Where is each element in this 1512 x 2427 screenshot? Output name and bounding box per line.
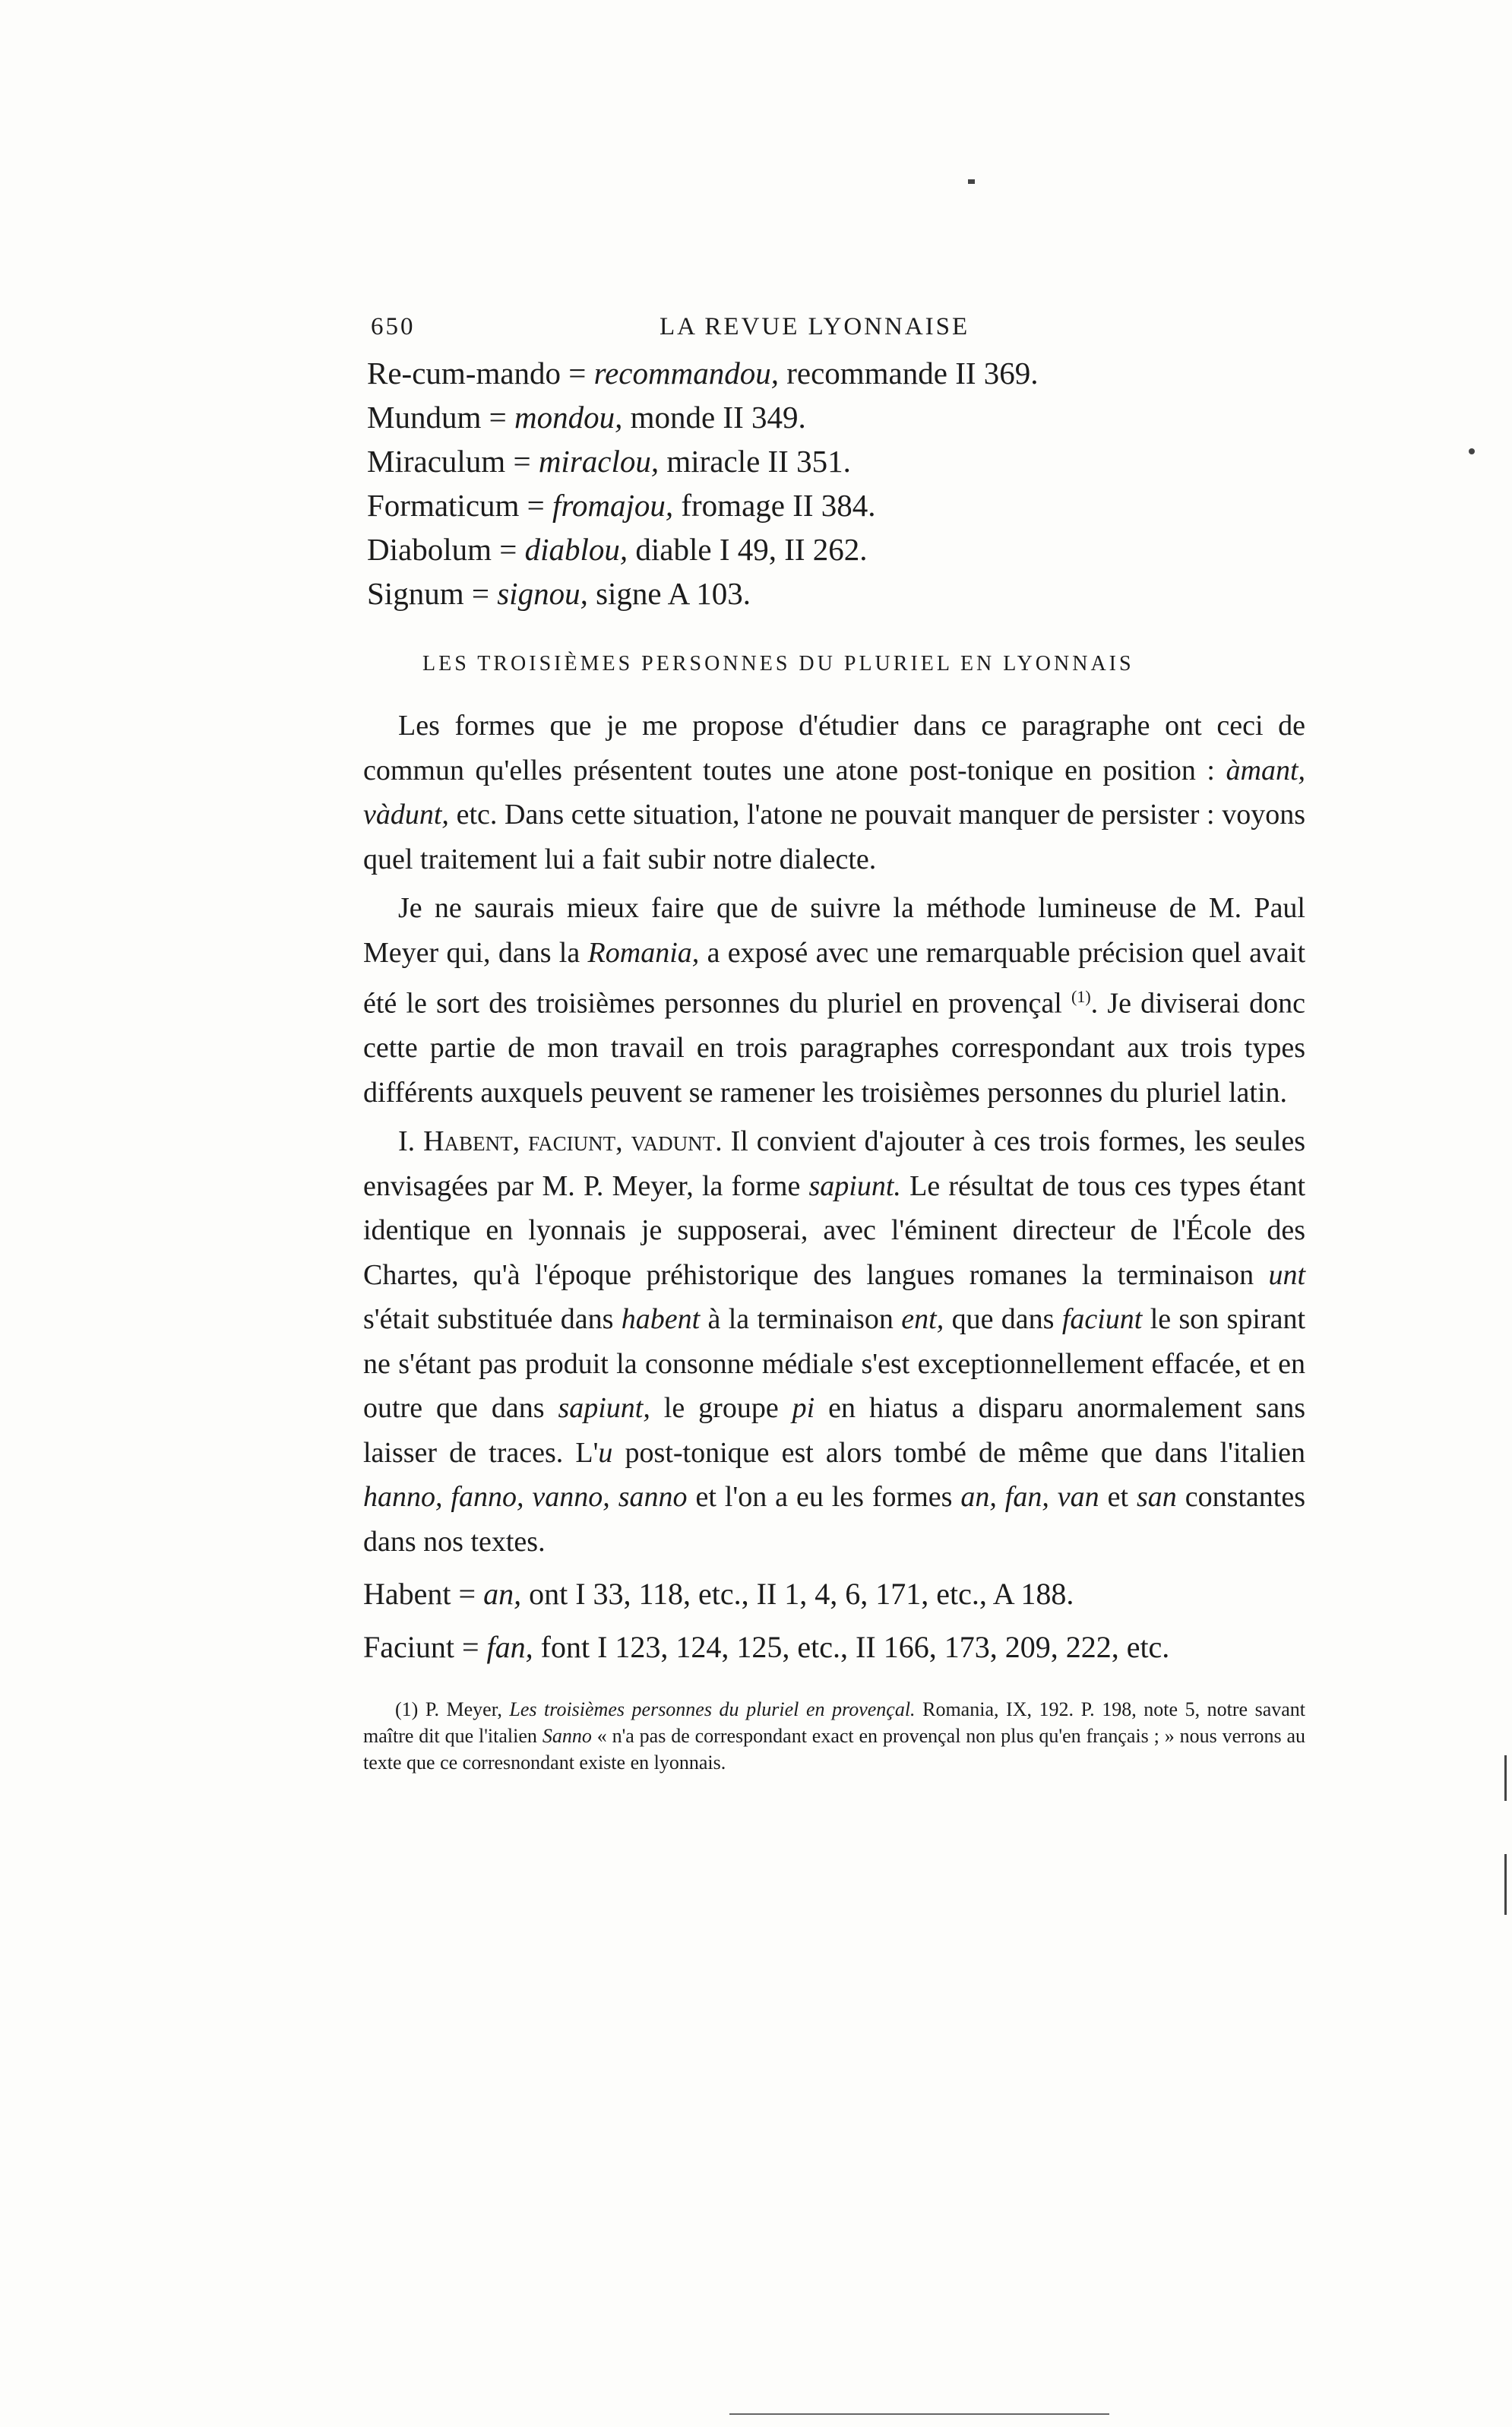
example-line xyxy=(367,571,1305,615)
section-heading: LES TROISIÈMES PERSONNES DU PLURIEL EN LYONNAIS xyxy=(422,652,1134,676)
gloss: recommande II 369. xyxy=(786,356,1039,391)
paragraph-2: Je ne saurais mieux faire que de suivre la méthode lumineuse de M. Paul Meyer qui, dans la Romania, a exposé avec une remarquable précision quel avait été le sort des troisièmes personnes du pluriel en provençal $^{(1)}$. Je diviserai donc cette partie de mon travail en trois paragraphes correspondant aux trois types différents auxquels peuvent se ramener les troisièmes personnes du pluriel latin. xyxy=(363,892,1306,1109)
lyonnais-form: recommandou, xyxy=(593,356,779,391)
scan-edge-line xyxy=(1504,1755,1507,1801)
footnote-ref[interactable]: (1) xyxy=(1071,987,1091,1006)
scan-speck xyxy=(968,179,975,184)
gloss: miracle II 351. xyxy=(666,444,851,479)
lyonnais-form: diablou, xyxy=(524,532,628,567)
footnote: (1) P. Meyer, Les troisièmes personnes du pluriel en provençal. Romania, IX, 192. P. 198, note 5, notre savant maître dit que l'italien Sanno « n'a pas de correspondant exact en provençal non plus qu'en français ; » nous verrons au texte que ce corresnondant existe en lyonnais. xyxy=(363,1698,1306,1774)
gloss: signe A 103. xyxy=(596,576,751,611)
gloss: diable I 49, II 262. xyxy=(635,532,868,567)
paragraph-3: I. Habent, faciunt, vadunt. Il convient d'ajouter à ces trois formes, les seules envisagées par M. P. Meyer, la forme sapiunt. Le résultat de tous ces types étant identique en lyonnais je supposerai, avec l'éminent directeur de l'École des Chartes, qu'à l'époque préhistorique des langues romanes la terminaison unt s'était substituée dans habent à la terminaison ent, que dans faciunt le son spirant ne s'étant pas produit la consonne médiale s'est exceptionnellement effacée, et en outre que dans sapiunt, le groupe pi en hiatus a disparu anormalement sans laisser de traces. L'u post-tonique est alors tombé de même que dans l'italien hanno, fanno, vanno, sanno et l'on a eu les formes an, fan, van et san constantes dans nos textes. xyxy=(363,1125,1306,1558)
lyonnais-form: miraclou, xyxy=(538,444,660,479)
lyonnais-form: fromajou, xyxy=(552,488,674,523)
example-line xyxy=(367,351,1305,395)
form-line: Habent = an, ont I 33, 118, etc., II 1, 4, 6, 171, etc., A 188. xyxy=(363,1577,1074,1612)
latin-word: Formaticum xyxy=(367,488,520,523)
lyonnais-form: mondou, xyxy=(514,400,623,435)
equals-sign: = xyxy=(527,488,545,523)
paragraph-1: Les formes que je me propose d'étudier dans ce paragraphe ont ceci de commun qu'elles présentent toutes une atone post-tonique en position : àmant, vàdunt, etc. Dans cette situation, l'atone ne pouvait manquer de persister : voyons quel traitement lui a fait subir notre dialecte. xyxy=(363,710,1305,875)
gloss: fromage II 384. xyxy=(681,488,876,523)
form-line: Faciunt = fan, font I 123, 124, 125, etc., II 166, 173, 209, 222, etc. xyxy=(363,1630,1170,1665)
equals-sign: = xyxy=(471,576,489,611)
example-line xyxy=(367,439,1305,483)
latin-word: Mundum xyxy=(367,400,482,435)
example-line xyxy=(367,527,1305,571)
gloss: monde II 349. xyxy=(630,400,806,435)
latin-word: Re-cum-mando xyxy=(367,356,561,391)
page-column xyxy=(363,313,1305,1796)
running-title: LA REVUE LYONNAISE xyxy=(660,313,970,340)
scan-edge-line xyxy=(1504,1854,1507,1915)
lyonnais-form: signou, xyxy=(497,576,588,611)
example-line xyxy=(367,483,1305,527)
scan-speck xyxy=(1469,448,1475,454)
example-line xyxy=(367,395,1305,439)
latin-word: Diabolum xyxy=(367,532,492,567)
example-list xyxy=(363,351,1305,615)
latin-word: Miraculum xyxy=(367,444,506,479)
equals-sign: = xyxy=(489,400,507,435)
running-head xyxy=(363,313,1305,351)
scan-bottom-rule xyxy=(729,2413,1109,2415)
equals-sign: = xyxy=(568,356,587,391)
forms-list xyxy=(363,1571,1305,1670)
latin-word: Signum xyxy=(367,576,464,611)
equals-sign: = xyxy=(513,444,531,479)
equals-sign: = xyxy=(499,532,517,567)
page-number: 650 xyxy=(371,313,416,340)
